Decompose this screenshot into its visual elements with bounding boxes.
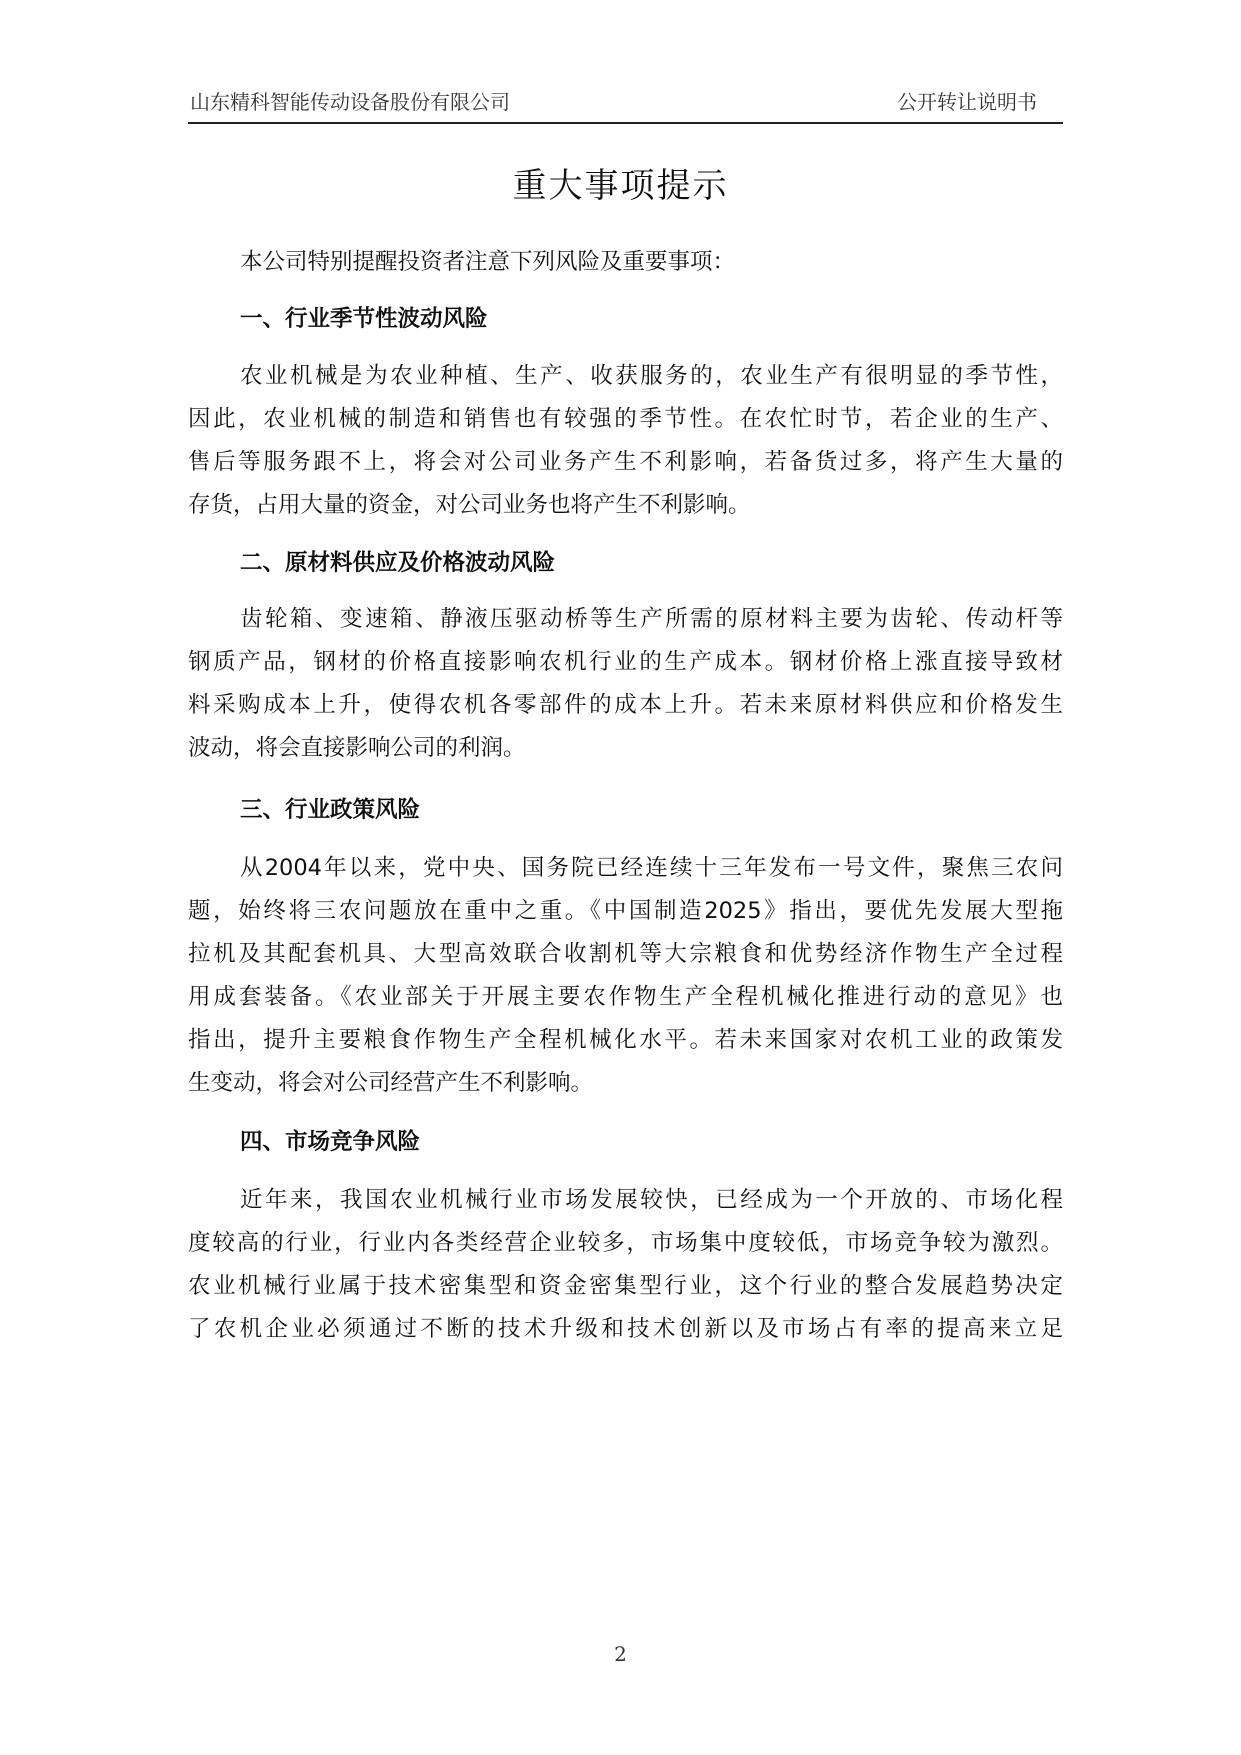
section-heading-competition-risk: 四、市场竞争风险 [240, 1129, 421, 1155]
page-title: 重大事项提示 [512, 166, 729, 206]
intro-paragraph: 本公司特别提醒投资者注意下列风险及重要事项： [240, 249, 736, 275]
page-header [188, 86, 1063, 124]
page-number: 2 [614, 1642, 627, 1666]
paragraph-line: 拉机及其配套机具、大型高效联合收割机等大宗粮食和优势经济作物生产全过程 [188, 941, 1063, 967]
paragraph-line: 了农机企业必须通过不断的技术升级和技术创新以及市场占有率的提高来立足 [188, 1316, 1063, 1342]
paragraph-line: 农业机械是为农业种植、生产、收获服务的，农业生产有很明显的季节性， [240, 363, 1063, 389]
paragraph-line: 生变动，将会对公司经营产生不利影响。 [188, 1070, 594, 1096]
paragraph-line: 钢质产品，钢材的价格直接影响农机行业的生产成本。钢材价格上涨直接导致材 [188, 649, 1063, 675]
paragraph-line: 指出，提升主要粮食作物生产全程机械化水平。若未来国家对农机工业的政策发 [188, 1027, 1063, 1053]
paragraph-line: 波动，将会直接影响公司的利润。 [188, 735, 526, 761]
paragraph-line: 齿轮箱、变速箱、静液压驱动桥等生产所需的原材料主要为齿轮、传动杆等 [240, 606, 1063, 632]
paragraph-line: 用成套装备。《农业部关于开展主要农作物生产全程机械化推进行动的意见》也 [188, 984, 1063, 1010]
paragraph-line: 存货，占用大量的资金，对公司业务也将产生不利影响。 [188, 492, 751, 518]
paragraph-line: 售后等服务跟不上，将会对公司业务产生不利影响，若备货过多，将产生大量的 [188, 449, 1063, 475]
section-heading-seasonal-risk: 一、行业季节性波动风险 [240, 306, 488, 332]
paragraph-line: 从2004年以来，党中央、国务院已经连续十三年发布一号文件，聚焦三农问 [240, 855, 1063, 881]
paragraph-line: 题，始终将三农问题放在重中之重。《中国制造2025》指出，要优先发展大型拖 [188, 898, 1063, 924]
header-document-type: 公开转让说明书 [897, 90, 1037, 114]
paragraph-line: 度较高的行业，行业内各类经营企业较多，市场集中度较低，市场竞争较为激烈。 [188, 1230, 1063, 1256]
header-company-name: 山东精科智能传动设备股份有限公司 [190, 90, 510, 114]
paragraph-line: 因此，农业机械的制造和销售也有较强的季节性。在农忙时节，若企业的生产、 [188, 406, 1063, 432]
paragraph-line: 料采购成本上升，使得农机各零部件的成本上升。若未来原材料供应和价格发生 [188, 692, 1063, 718]
section-heading-raw-material-risk: 二、原材料供应及价格波动风险 [240, 550, 556, 576]
section-heading-policy-risk: 三、行业政策风险 [240, 797, 421, 823]
paragraph-line: 近年来，我国农业机械行业市场发展较快，已经成为一个开放的、市场化程 [240, 1187, 1063, 1213]
paragraph-line: 农业机械行业属于技术密集型和资金密集型行业，这个行业的整合发展趋势决定 [188, 1273, 1063, 1299]
